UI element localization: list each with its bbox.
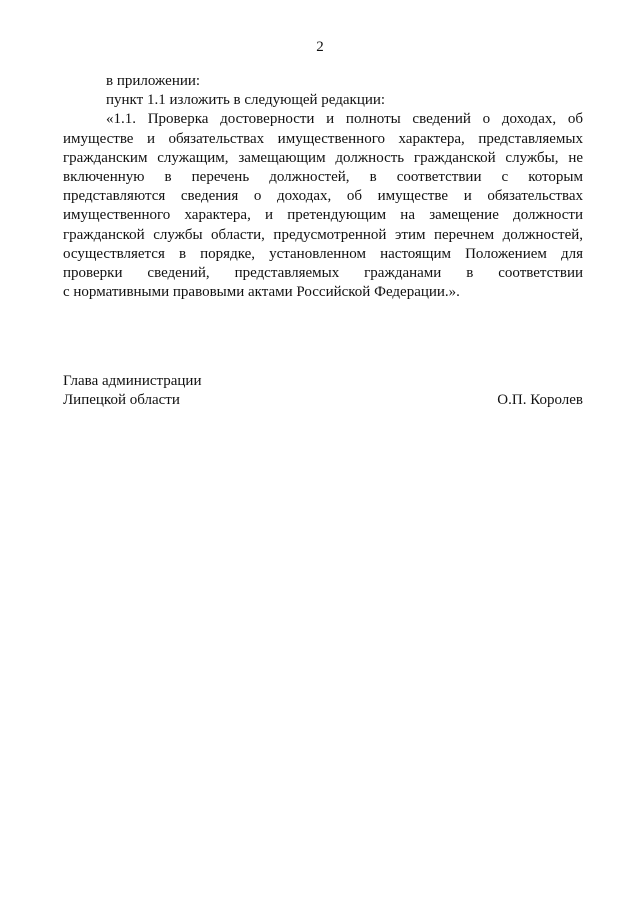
clause-line: «1.1. Проверка достоверности и полноты сведений о доходах, об <box>106 111 583 128</box>
signatory-name: О.П. Королев <box>497 392 583 408</box>
page-number: 2 <box>316 39 324 55</box>
signature-block <box>63 372 583 410</box>
signatory-position-line2: Липецкой области <box>63 392 180 408</box>
quoted-clause <box>63 110 583 302</box>
paragraph-appendix: в приложении: <box>106 73 201 89</box>
clause-line: гражданским служащим, замещающим должность гражданской службы, не <box>63 149 583 166</box>
signatory-position-line1: Глава администрации <box>63 373 202 389</box>
clause-line: имуществе и обязательствах имущественного характера, представляемых <box>63 130 583 147</box>
clause-line: включенную в перечень должностей, в соответствии с которым <box>63 169 583 186</box>
clause-line: гражданской службы области, предусмотренной этим перечнем должностей, <box>63 226 583 243</box>
clause-line: осуществляется в порядке, установленном настоящим Положением для <box>63 245 583 262</box>
clause-line: проверки сведений, представляемых гражданами в соответствии <box>63 265 583 282</box>
document-body <box>63 72 583 302</box>
clause-line: имущественного характера, и претендующим на замещение должности <box>63 207 583 224</box>
clause-line: представляются сведения о доходах, об имуществе и обязательствах <box>63 188 583 205</box>
signature-row <box>63 391 583 410</box>
clause-line: с нормативными правовыми актами Российской Федерации.». <box>63 284 460 301</box>
paragraph-instruction: пункт 1.1 изложить в следующей редакции: <box>106 92 386 109</box>
